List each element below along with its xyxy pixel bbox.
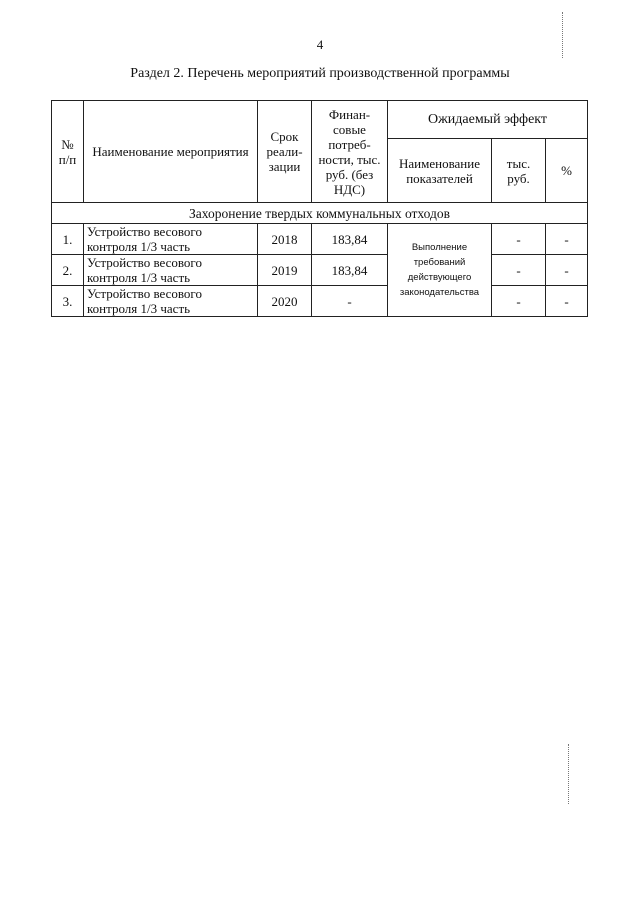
header-thousand-rub: тыс. руб. (492, 139, 546, 203)
row-name: Устройство весового контроля 1/3 часть (84, 255, 258, 286)
row-name: Устройство весового контроля 1/3 часть (84, 286, 258, 317)
row-year: 2018 (258, 224, 312, 255)
header-num: № п/п (52, 101, 84, 203)
program-table (51, 100, 588, 317)
table-row (52, 286, 588, 317)
row-num: 3. (52, 286, 84, 317)
row-percent: - (546, 255, 588, 286)
row-finance: 183,84 (312, 255, 388, 286)
table-row (52, 224, 588, 255)
section-row-label: Захоронение твердых коммунальных отходов (52, 203, 588, 224)
row-thousand-rub: - (492, 286, 546, 317)
scan-edge-mark-bottom (568, 744, 569, 804)
section-row (52, 203, 588, 224)
row-year: 2019 (258, 255, 312, 286)
header-indicator: Наименование показателей (388, 139, 492, 203)
row-percent: - (546, 286, 588, 317)
row-thousand-rub: - (492, 255, 546, 286)
header-term: Срок реали-зации (258, 101, 312, 203)
header-row-1 (52, 101, 588, 139)
row-num: 2. (52, 255, 84, 286)
header-name: Наименование мероприятия (84, 101, 258, 203)
row-percent: - (546, 224, 588, 255)
header-finance: Финан-совые потреб-ности, тыс. руб. (без НДС) (312, 101, 388, 203)
row-thousand-rub: - (492, 224, 546, 255)
header-percent: % (546, 139, 588, 203)
effect-text: Выполнение требований действующего законодательства (388, 224, 492, 317)
scan-edge-mark-top (562, 12, 563, 58)
row-name: Устройство весового контроля 1/3 часть (84, 224, 258, 255)
page-number: 4 (316, 37, 324, 52)
row-finance: 183,84 (312, 224, 388, 255)
row-num: 1. (52, 224, 84, 255)
row-year: 2020 (258, 286, 312, 317)
table-row (52, 255, 588, 286)
header-effect: Ожидаемый эффект (388, 101, 588, 139)
section-title: Раздел 2. Перечень мероприятий производственной программы (130, 66, 510, 81)
row-finance: - (312, 286, 388, 317)
